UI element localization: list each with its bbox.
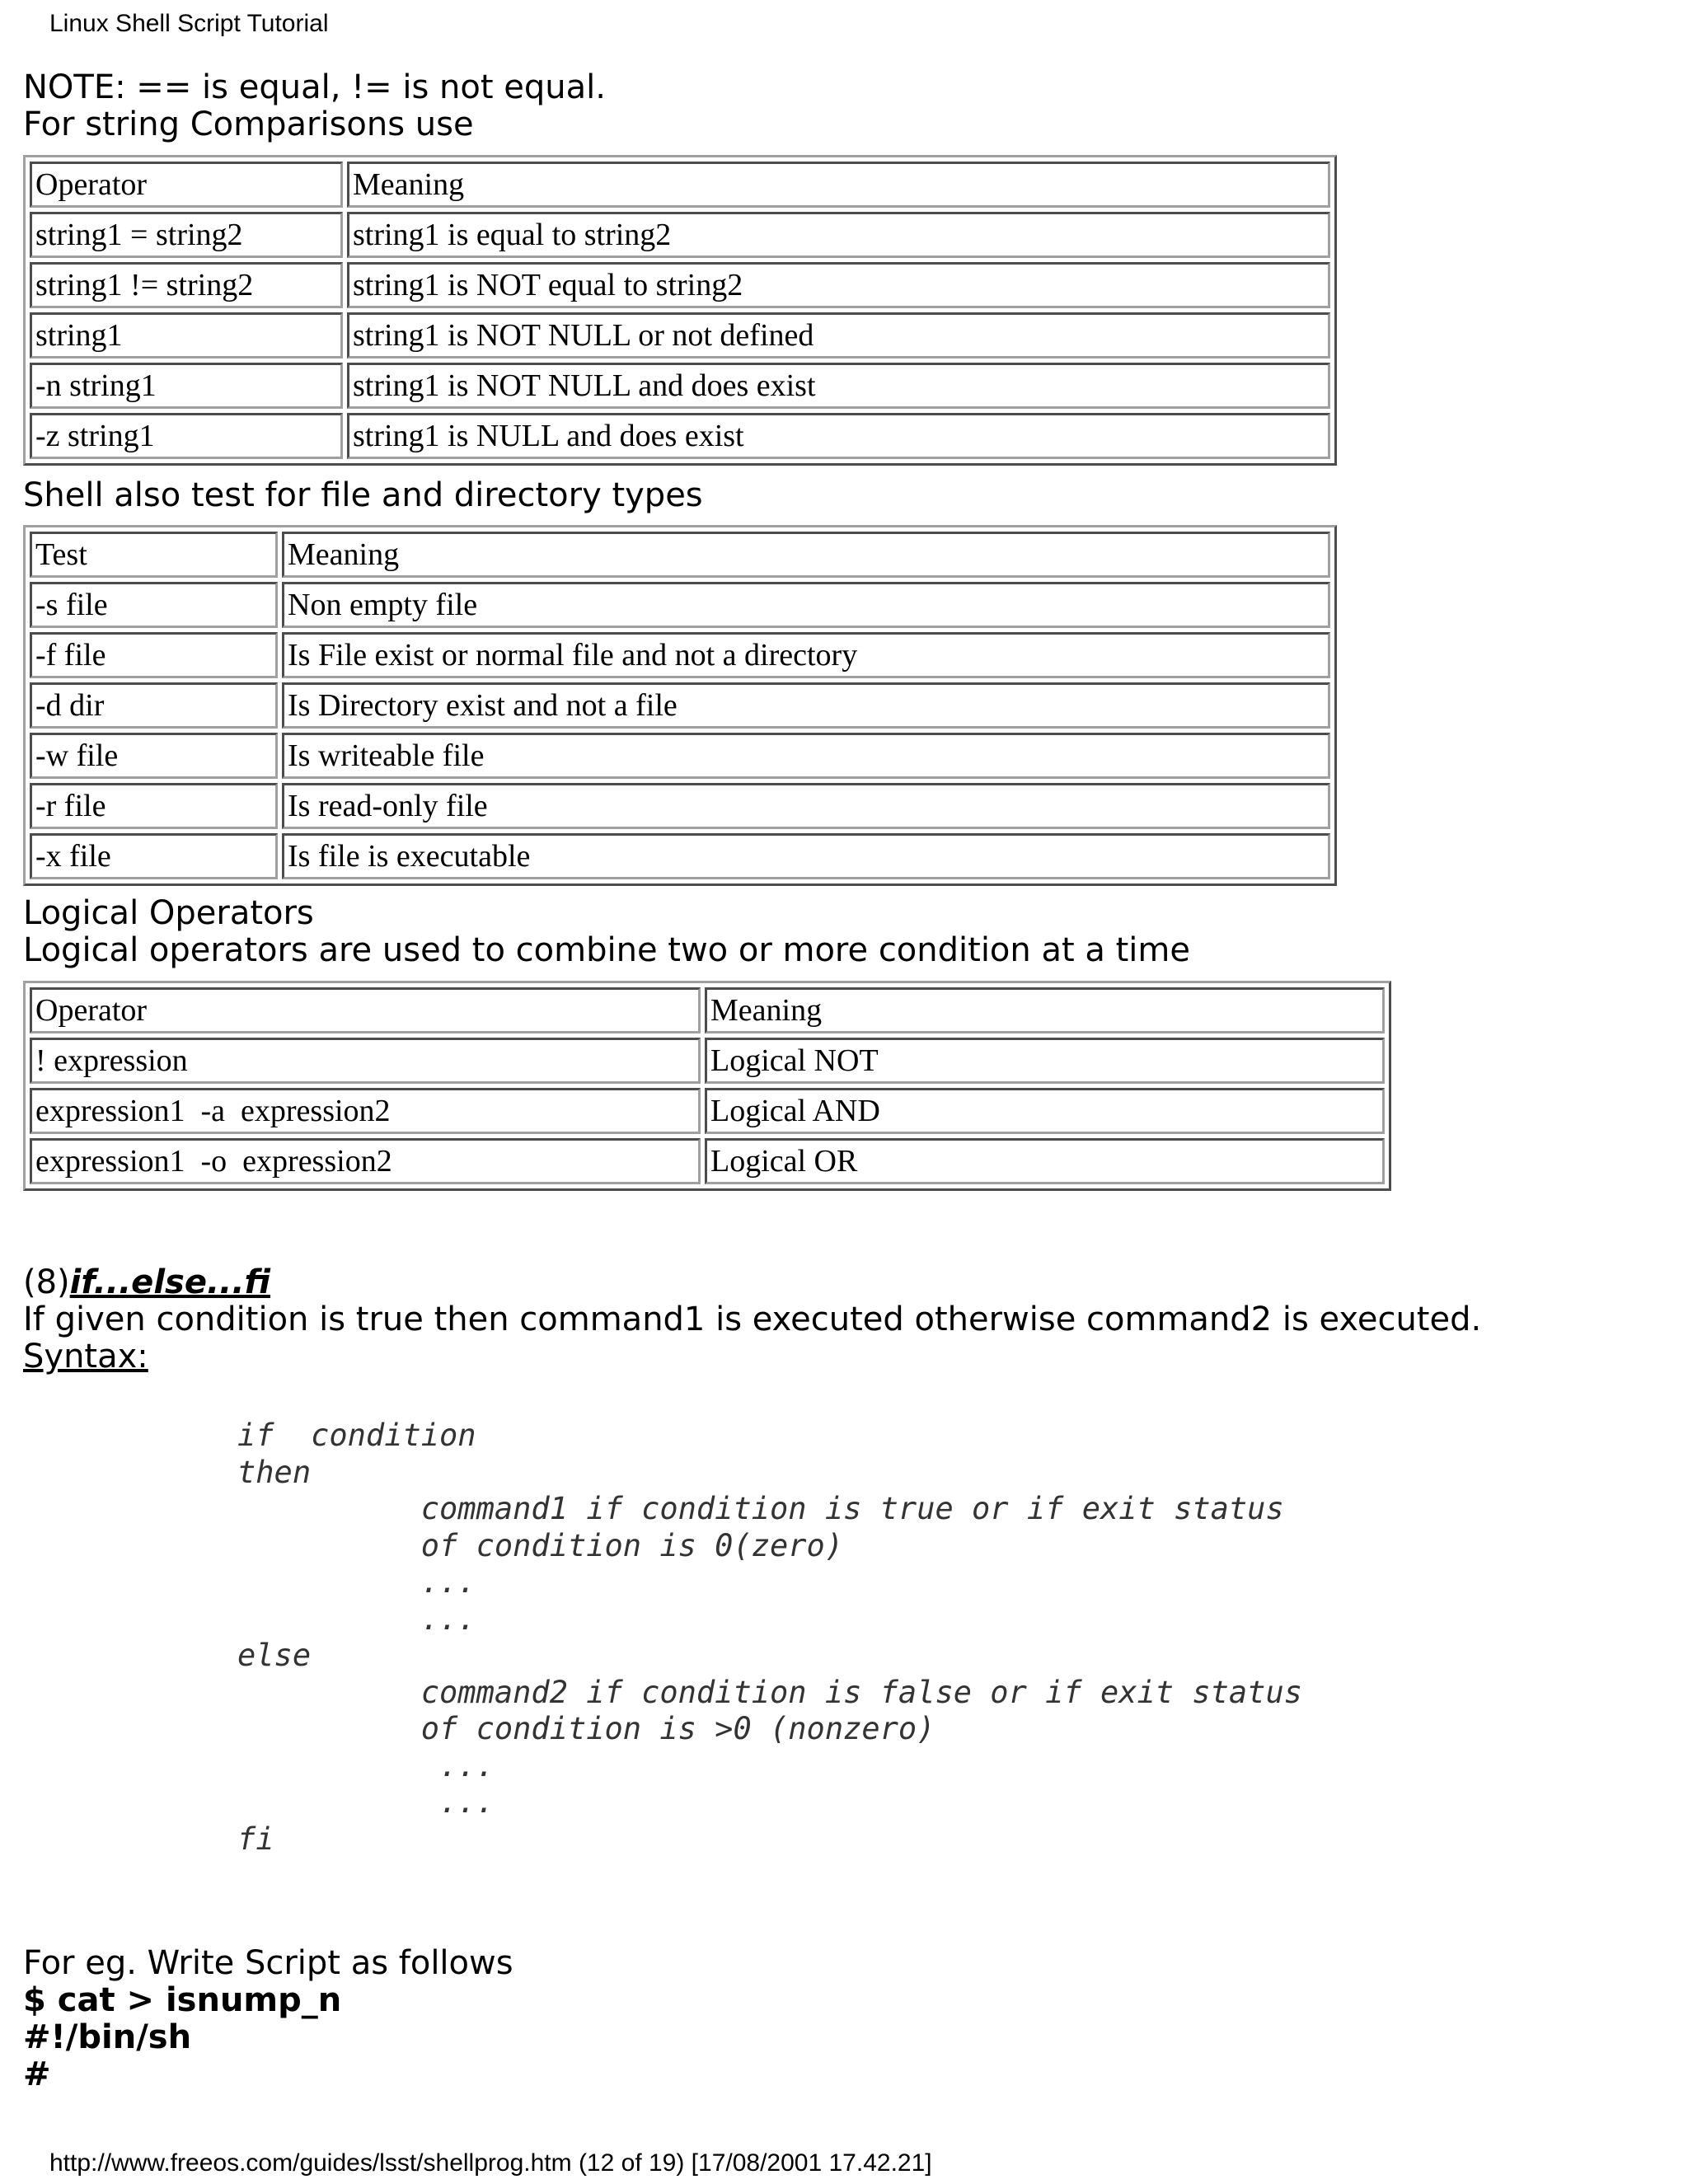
operator-cell: string1 = string2 [30, 212, 343, 258]
meaning-cell: string1 is NOT NULL or not defined [347, 312, 1330, 359]
table-row [30, 833, 1330, 879]
header-cell: Meaning [705, 987, 1385, 1033]
table-row [30, 682, 1330, 729]
page-footer-url: http://www.freeos.com/guides/lsst/shellprog.htm (12 of 19) [17/08/2001 17.42.21] [49, 2149, 932, 2177]
logical-operators-title: Logical Operators [23, 894, 314, 932]
table-header-row [30, 987, 1385, 1033]
table-row [30, 582, 1330, 628]
table-row [30, 262, 1330, 308]
logical-operators-lead: Logical operators are used to combine two or more condition at a time [23, 931, 1190, 969]
string-comparison-table [23, 155, 1337, 466]
table-row [30, 783, 1330, 829]
test-cell: -s file [30, 582, 278, 628]
example-code-line: #!/bin/sh [23, 2018, 192, 2056]
section-heading [23, 1264, 270, 1301]
section-title-link[interactable]: if...else...fi [69, 1263, 271, 1301]
meaning-cell: string1 is NOT equal to string2 [347, 262, 1330, 308]
example-code-line: $ cat > isnump_n [23, 1981, 342, 2019]
example-lead: For eg. Write Script as follows [23, 1944, 513, 1982]
table-header-row [30, 532, 1330, 578]
syntax-code-block: if condition then command1 if condition is true or if exit status of condition is 0(zero) ... ... else command2 if condition is false or if exit status of condition is >0 (nonzero) ... ... fi [237, 1418, 1303, 1857]
test-cell: -d dir [30, 682, 278, 729]
page-header: Linux Shell Script Tutorial [49, 10, 329, 37]
string-comparison-lead: For string Comparisons use [23, 105, 474, 143]
test-cell: -f file [30, 632, 278, 678]
file-test-lead: Shell also test for file and directory types [23, 476, 703, 514]
meaning-cell: Is File exist or normal file and not a directory [282, 632, 1330, 678]
test-cell: -x file [30, 833, 278, 879]
logical-operators-table [23, 981, 1391, 1191]
example-code-line: # [23, 2055, 51, 2093]
table-header-row [30, 162, 1330, 208]
table-row [30, 212, 1330, 258]
test-cell: -w file [30, 733, 278, 779]
file-test-table [23, 525, 1337, 886]
meaning-cell: string1 is NOT NULL and does exist [347, 363, 1330, 409]
section-number: (8) [23, 1263, 70, 1301]
meaning-cell: Is read-only file [282, 783, 1330, 829]
operator-cell: -n string1 [30, 363, 343, 409]
table-row [30, 733, 1330, 779]
table-row [30, 1038, 1385, 1084]
operator-cell: string1 [30, 312, 343, 359]
table-row [30, 1138, 1385, 1184]
meaning-cell: Logical OR [705, 1138, 1385, 1184]
table-row [30, 1088, 1385, 1134]
meaning-cell: string1 is NULL and does exist [347, 413, 1330, 459]
table-row [30, 413, 1330, 459]
meaning-cell: string1 is equal to string2 [347, 212, 1330, 258]
note-line: NOTE: == is equal, != is not equal. [23, 68, 606, 106]
meaning-cell: Is Directory exist and not a file [282, 682, 1330, 729]
header-cell: Test [30, 532, 278, 578]
operator-cell: string1 != string2 [30, 262, 343, 308]
header-cell: Meaning [347, 162, 1330, 208]
header-cell: Operator [30, 987, 701, 1033]
table-row [30, 632, 1330, 678]
header-cell: Meaning [282, 532, 1330, 578]
meaning-cell: Logical NOT [705, 1038, 1385, 1084]
table-row [30, 363, 1330, 409]
syntax-label: Syntax: [23, 1338, 148, 1376]
meaning-cell: Is writeable file [282, 733, 1330, 779]
operator-cell: expression1 -a expression2 [30, 1088, 701, 1134]
header-cell: Operator [30, 162, 343, 208]
test-cell: -r file [30, 783, 278, 829]
meaning-cell: Is file is executable [282, 833, 1330, 879]
meaning-cell: Non empty file [282, 582, 1330, 628]
operator-cell: expression1 -o expression2 [30, 1138, 701, 1184]
table-row [30, 312, 1330, 359]
operator-cell: ! expression [30, 1038, 701, 1084]
meaning-cell: Logical AND [705, 1088, 1385, 1134]
section-description: If given condition is true then command1 is executed otherwise command2 is executed. [23, 1301, 1482, 1338]
operator-cell: -z string1 [30, 413, 343, 459]
